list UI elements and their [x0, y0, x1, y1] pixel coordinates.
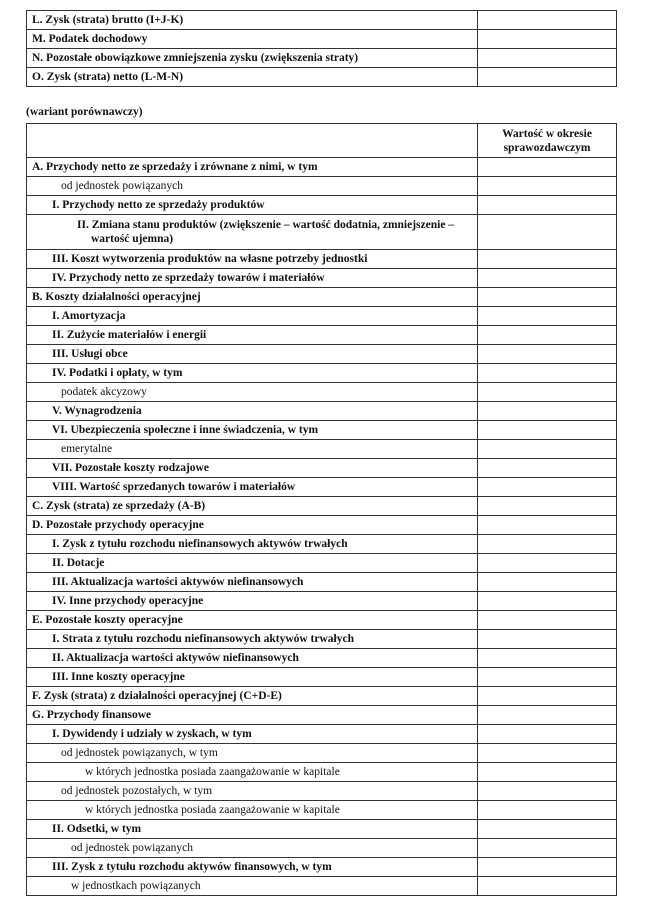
row-value-cell	[478, 535, 617, 554]
table-row	[27, 554, 617, 573]
row-label: I. Przychody netto ze sprzedaży produktów	[27, 196, 478, 215]
row-value-cell	[478, 68, 617, 87]
row-label: II. Odsetki, w tym	[27, 820, 478, 839]
table-row	[27, 744, 617, 763]
row-label: podatek akcyzowy	[27, 383, 478, 402]
table-row	[27, 68, 617, 87]
row-value-cell	[478, 801, 617, 820]
row-value-cell	[478, 611, 617, 630]
row-label: A. Przychody netto ze sprzedaży i zrównane z nimi, w tym	[27, 158, 478, 177]
row-value-cell	[478, 497, 617, 516]
row-value-cell	[478, 687, 617, 706]
variant-label: (wariant porównawczy)	[26, 106, 143, 118]
column-header: Wartość w okresie sprawozdawczym	[478, 124, 617, 158]
row-value-cell	[478, 30, 617, 49]
table-row	[27, 706, 617, 725]
table-row	[27, 364, 617, 383]
row-label: III. Koszt wytworzenia produktów na własne potrzeby jednostki	[27, 250, 478, 269]
row-value-cell	[478, 554, 617, 573]
row-value-cell	[478, 11, 617, 30]
row-value-cell	[478, 345, 617, 364]
row-label: B. Koszty działalności operacyjnej	[27, 288, 478, 307]
row-value-cell	[478, 706, 617, 725]
table-row	[27, 611, 617, 630]
table-row	[27, 215, 617, 250]
row-label: VII. Pozostałe koszty rodzajowe	[27, 459, 478, 478]
table-row	[27, 250, 617, 269]
row-value-cell	[478, 516, 617, 535]
table-row	[27, 649, 617, 668]
table-row	[27, 326, 617, 345]
table-row	[27, 158, 617, 177]
row-label: VI. Ubezpieczenia społeczne i inne świadczenia, w tym	[27, 421, 478, 440]
row-value-cell	[478, 630, 617, 649]
table-row	[27, 630, 617, 649]
row-value-cell	[478, 364, 617, 383]
row-label: N. Pozostałe obowiązkowe zmniejszenia zysku (zwiększenia straty)	[27, 49, 478, 68]
row-value-cell	[478, 820, 617, 839]
row-value-cell	[478, 215, 617, 250]
row-label: C. Zysk (strata) ze sprzedaży (A-B)	[27, 497, 478, 516]
row-label: III. Inne koszty operacyjne	[27, 668, 478, 687]
table-row	[27, 196, 617, 215]
row-label: D. Pozostałe przychody operacyjne	[27, 516, 478, 535]
row-label: III. Usługi obce	[27, 345, 478, 364]
table-row	[27, 497, 617, 516]
table-row	[27, 177, 617, 196]
row-value-cell	[478, 269, 617, 288]
row-value-cell	[478, 196, 617, 215]
table-row	[27, 402, 617, 421]
table-row	[27, 307, 617, 326]
table-row	[27, 345, 617, 364]
table-row	[27, 288, 617, 307]
table-row	[27, 421, 617, 440]
row-label: od jednostek powiązanych	[27, 177, 478, 196]
table-row	[27, 11, 617, 30]
row-label: VIII. Wartość sprzedanych towarów i materiałów	[27, 478, 478, 497]
table-row	[27, 573, 617, 592]
row-label: I. Amortyzacja	[27, 307, 478, 326]
row-value-cell	[478, 288, 617, 307]
row-label: emerytalne	[27, 440, 478, 459]
row-value-cell	[478, 326, 617, 345]
row-value-cell	[478, 177, 617, 196]
row-label: w jednostkach powiązanych	[27, 877, 478, 896]
row-label: w których jednostka posiada zaangażowanie w kapitale	[27, 763, 478, 782]
row-label: II. Zmiana stanu produktów (zwiększenie – wartość dodatnia, zmniejszenie – wartość ujemna)	[27, 215, 478, 250]
row-value-cell	[478, 858, 617, 877]
row-value-cell	[478, 592, 617, 611]
table-row	[27, 782, 617, 801]
row-label: G. Przychody finansowe	[27, 706, 478, 725]
table-row	[27, 668, 617, 687]
row-value-cell	[478, 573, 617, 592]
row-label: I. Zysk z tytułu rozchodu niefinansowych aktywów trwałych	[27, 535, 478, 554]
table-row	[27, 516, 617, 535]
row-value-cell	[478, 307, 617, 326]
row-label: F. Zysk (strata) z działalności operacyjnej (C+D-E)	[27, 687, 478, 706]
row-label: L. Zysk (strata) brutto (I+J-K)	[27, 11, 478, 30]
row-label: III. Aktualizacja wartości aktywów niefinansowych	[27, 573, 478, 592]
row-value-cell	[478, 383, 617, 402]
profit-loss-table	[26, 123, 617, 896]
table-row	[27, 877, 617, 896]
table-row	[27, 592, 617, 611]
header-empty-cell	[27, 124, 478, 158]
table-row	[27, 440, 617, 459]
row-label: I. Strata z tytułu rozchodu niefinansowych aktywów trwałych	[27, 630, 478, 649]
row-value-cell	[478, 839, 617, 858]
row-label: od jednostek powiązanych	[27, 839, 478, 858]
row-value-cell	[478, 421, 617, 440]
row-label: E. Pozostałe koszty operacyjne	[27, 611, 478, 630]
table-row	[27, 459, 617, 478]
row-value-cell	[478, 402, 617, 421]
row-label: M. Podatek dochodowy	[27, 30, 478, 49]
row-label: od jednostek powiązanych, w tym	[27, 744, 478, 763]
row-value-cell	[478, 158, 617, 177]
table-row	[27, 820, 617, 839]
row-value-cell	[478, 459, 617, 478]
row-value-cell	[478, 744, 617, 763]
top-table	[26, 10, 617, 87]
row-label: IV. Podatki i opłaty, w tym	[27, 364, 478, 383]
row-label: III. Zysk z tytułu rozchodu aktywów finansowych, w tym	[27, 858, 478, 877]
row-label: V. Wynagrodzenia	[27, 402, 478, 421]
row-label: od jednostek pozostałych, w tym	[27, 782, 478, 801]
row-value-cell	[478, 250, 617, 269]
table-row	[27, 383, 617, 402]
table-row	[27, 858, 617, 877]
table-row	[27, 801, 617, 820]
row-label: II. Zużycie materiałów i energii	[27, 326, 478, 345]
row-value-cell	[478, 440, 617, 459]
row-label: O. Zysk (strata) netto (L-M-N)	[27, 68, 478, 87]
row-value-cell	[478, 478, 617, 497]
row-label: IV. Inne przychody operacyjne	[27, 592, 478, 611]
row-label: II. Aktualizacja wartości aktywów niefinansowych	[27, 649, 478, 668]
table-row	[27, 30, 617, 49]
row-value-cell	[478, 49, 617, 68]
table-row	[27, 839, 617, 858]
row-value-cell	[478, 782, 617, 801]
row-value-cell	[478, 649, 617, 668]
table-row	[27, 725, 617, 744]
row-label: IV. Przychody netto ze sprzedaży towarów i materiałów	[27, 269, 478, 288]
row-label: II. Dotacje	[27, 554, 478, 573]
row-label: I. Dywidendy i udziały w zyskach, w tym	[27, 725, 478, 744]
table-row	[27, 478, 617, 497]
row-value-cell	[478, 763, 617, 782]
table-row	[27, 763, 617, 782]
table-row	[27, 687, 617, 706]
row-value-cell	[478, 877, 617, 896]
table-row	[27, 535, 617, 554]
table-row	[27, 49, 617, 68]
row-value-cell	[478, 668, 617, 687]
row-label: w których jednostka posiada zaangażowanie w kapitale	[27, 801, 478, 820]
table-row	[27, 269, 617, 288]
row-value-cell	[478, 725, 617, 744]
